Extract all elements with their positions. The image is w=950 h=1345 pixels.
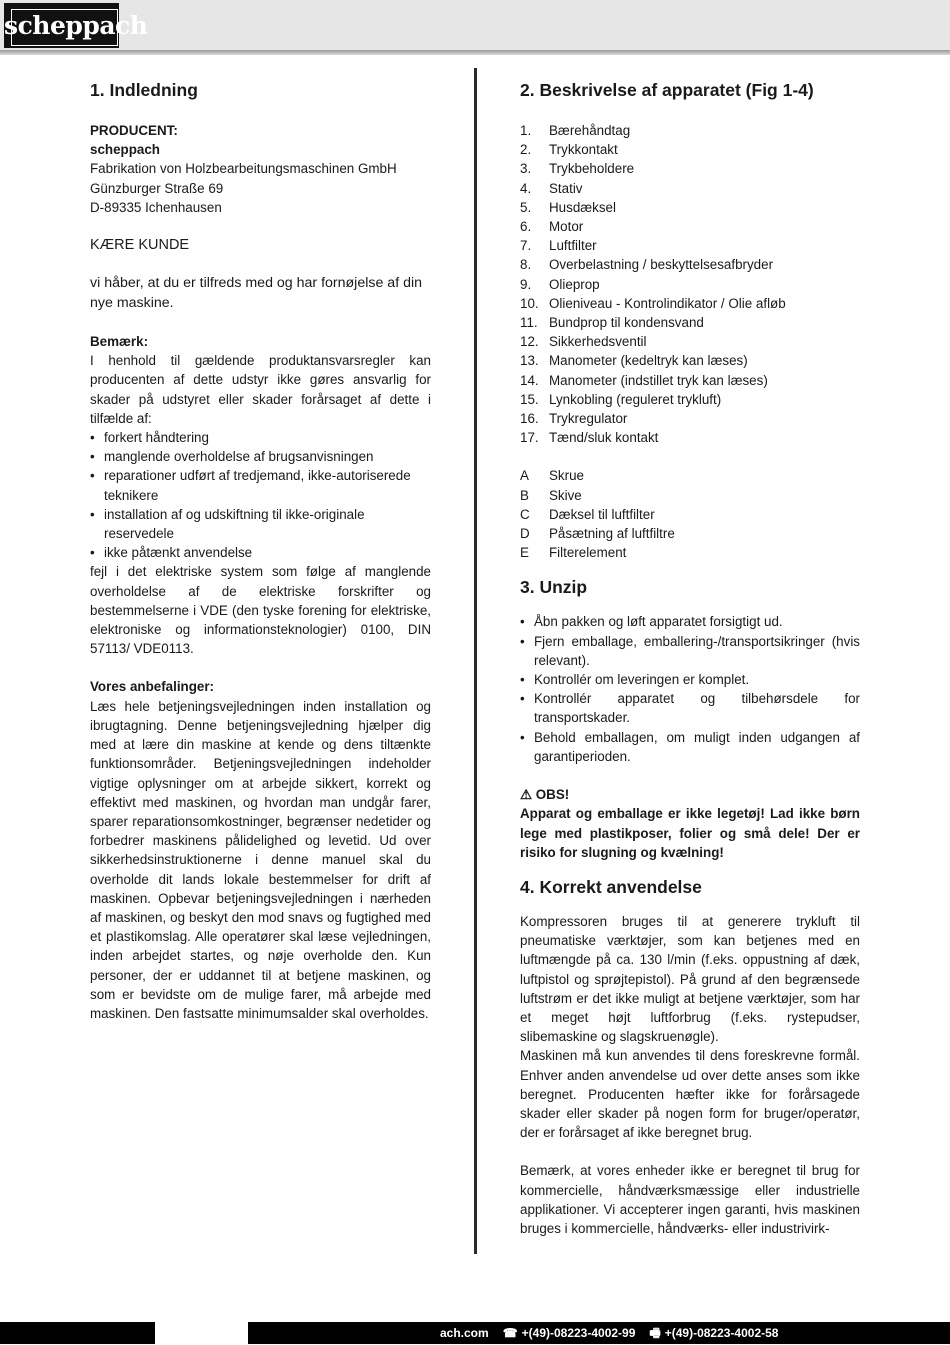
list-item <box>520 179 860 198</box>
column-divider <box>474 68 477 1254</box>
list-item <box>520 466 860 485</box>
part-label: Trykregulator <box>549 411 628 427</box>
logo-frame <box>11 9 118 46</box>
parts-list <box>520 121 860 447</box>
producer-address-line: D-89335 Ichenhausen <box>90 199 222 215</box>
list-item <box>520 351 860 370</box>
greeting-text: vi håber, at du er tilfreds med og har fornøjelse af din nye maskine. <box>90 275 423 311</box>
list-item: • installation af og udskiftning til ikke-originale reservedele <box>90 505 431 543</box>
part-number: 1. <box>520 123 532 138</box>
list-item <box>520 428 860 447</box>
list-item <box>520 159 860 178</box>
section2-title: 2. Beskrivelse af apparatet (Fig 1-4) <box>520 80 814 100</box>
list-item: • Kontrollér om leveringen er komplet. <box>520 670 860 689</box>
part-number: 9. <box>520 276 532 292</box>
part-number: 15. <box>520 391 539 407</box>
scheppach-logo <box>4 3 148 48</box>
list-item <box>520 217 860 236</box>
part-label: Trykkontakt <box>549 142 618 158</box>
letter-label: Påsætning af luftfiltre <box>549 526 675 542</box>
part-label: Overbelastning / beskyttelsesafbryder <box>549 257 774 273</box>
list-item: • Fjern emballage, emballering-/transportsikringer (hvis relevant). <box>520 632 860 670</box>
fax-icon: 🖷 <box>649 1326 661 1340</box>
part-number: 12. <box>520 334 539 350</box>
use-paragraph: Kompressoren bruges til at generere trykluft til pneumatiske værktøjer, som kan betjenes med en luftmængde på ca. 130 l/min (f.eks. oppustning af dæk, luftpistol og sprøjtepistol). På grund af den begrænsede luftstrøm er det ikke muligt at betjene værktøjer, som har et meget højt luftforbrug (f.eks. rystepudser, slibemaskine og slagskruenøgle). <box>520 913 860 1045</box>
use-paragraph: Maskinen må kun anvendes til dens foreskrevne formål. Enhver anden anvendelse ud over dette anses som ikke beregnet. Producenten hæfter ikke for forårsagede skader eller skader på nogen form for bruger/operatør, der er forårsaget af ikke beregnet brug. <box>520 1048 860 1141</box>
part-label: Sikkerhedsventil <box>549 334 647 350</box>
list-item <box>520 409 860 428</box>
list-item: • Behold emballagen, om muligt inden udgangen af garantiperioden. <box>520 728 860 766</box>
list-item <box>520 524 860 543</box>
list-item <box>520 543 860 562</box>
list-item <box>520 505 860 524</box>
list-item <box>520 332 860 351</box>
letter-key: D <box>520 526 530 542</box>
part-label: Bundprop til kondensvand <box>549 315 704 331</box>
recommend-text: Læs hele betjeningsvejledningen inden installation og ibrugtagning. Denne betjeningsvejledning hjælper dig med at lære din maskine at kende og dens tiltænkte funktionsområder. Betjeningsvejledningen indeholder vigtige oplysninger om at arbejde sikkert, korrekt og effektivt med maskinen, og hvordan man undgår farer, sparer reparationsomkostninger, begrænser nedetider og forbedrer maskinens pålidelighed og levetid. Ud over sikkerhedsinstruktionerne i denne manuel skal du overholde dit lands lokale bestemmelser for drift af maskinen. Opbevar betjeningsvejledningen i nærheden af maskinen, og beskyt den mod snavs og fugtighed med et plastikomslag. Alle operatører skal læse vejledningen, inden arbejdet startes, og nøje overholde den. Kun personer, der er uddannet til at betjene maskinen, og som er bevidste om de mulige farer, må arbejde med maskinen. Den fastsatte minimumsalder skal overholdes. <box>90 698 431 1021</box>
letter-label: Dæksel til luftfilter <box>549 506 655 522</box>
part-label: Manometer (kedeltryk kan læses) <box>549 353 748 369</box>
part-number: 11. <box>520 315 538 331</box>
list-item: • reparationer udført af tredjemand, ikke-autoriserede teknikere <box>90 466 431 504</box>
producer-label: PRODUCENT: <box>90 123 178 138</box>
letters-list <box>520 466 860 562</box>
obs-text: Apparat og emballage er ikke legetøj! Lad ikke børn lege med plastikposer, folier og små dele! Der er risiko for slugning og kvælning! <box>520 806 860 860</box>
producer-address-line: Günzburger Straße 69 <box>90 180 224 196</box>
footer-fax: +(49)-08223-4002-58 <box>664 1326 779 1340</box>
footer-web[interactable]: ach.com <box>440 1326 489 1340</box>
part-number: 2. <box>520 142 532 158</box>
list-item <box>520 294 860 313</box>
part-number: 14. <box>520 372 539 388</box>
part-label: Lynkobling (reguleret trykluft) <box>549 391 722 407</box>
part-number: 7. <box>520 238 532 254</box>
producer-address-line: Fabrikation von Holzbearbeitungsmaschinen GmbH <box>90 161 397 177</box>
phone-icon: ☎ <box>502 1326 518 1340</box>
note-label: Bemærk: <box>90 334 149 350</box>
use-paragraph: Bemærk, at vores enheder ikke er beregnet til brug for kommercielle, håndværksmæssige eller industrielle applikationer. Vi accepterer ingen garanti, hvis maskinen bruges i kommercielle, håndværks- eller industrivirk- <box>520 1163 860 1236</box>
header-shadow <box>0 50 950 55</box>
part-label: Luftfilter <box>549 238 597 254</box>
section1-title: 1. Indledning <box>90 80 198 100</box>
note-list <box>90 428 431 562</box>
part-label: Stativ <box>549 180 583 196</box>
dear-customer-heading: KÆRE KUNDE <box>90 237 190 254</box>
footer-contact <box>440 1322 792 1344</box>
recommend-label: Vores anbefalinger: <box>90 679 215 695</box>
warning-icon: ⚠ <box>520 787 533 803</box>
letter-key: C <box>520 506 530 522</box>
part-label: Olieniveau - Kontrolindikator / Olie afløb <box>549 295 786 311</box>
part-label: Olieprop <box>549 276 600 292</box>
part-number: 5. <box>520 199 532 215</box>
part-label: Motor <box>549 219 584 235</box>
letter-label: Filterelement <box>549 545 627 561</box>
list-item: • forkert håndtering <box>90 428 431 447</box>
list-item <box>520 121 860 140</box>
obs-heading <box>520 785 860 804</box>
part-label: Trykbeholdere <box>549 161 635 177</box>
list-item <box>520 198 860 217</box>
letter-key: B <box>520 487 529 503</box>
part-number: 4. <box>520 180 532 196</box>
note-outro: fejl i det elektriske system som følge af manglende overholdelse af de elektriske forskrifter og bestemmelserne i VDE (den tyske forening for elektriske, elektroniske og informationsteknologier) 0100, DIN 57113/ VDE0113. <box>90 564 431 657</box>
section4-title: 4. Korrekt anvendelse <box>520 876 702 897</box>
list-item: • ikke påtænkt anvendelse <box>90 543 431 562</box>
producer-name: scheppach <box>90 142 160 158</box>
part-label: Husdæksel <box>549 199 616 215</box>
list-item <box>520 275 860 294</box>
letter-label: Skive <box>549 487 582 503</box>
footer-gap <box>155 1322 248 1344</box>
list-item: • Åbn pakken og løft apparatet forsigtigt ud. <box>520 612 860 631</box>
list-item: • manglende overholdelse af brugsanvisningen <box>90 447 431 466</box>
part-number: 10. <box>520 295 539 311</box>
part-number: 3. <box>520 161 532 177</box>
logo-text: scheppach <box>4 11 148 40</box>
unzip-list <box>520 612 860 766</box>
footer-phone: +(49)-08223-4002-99 <box>521 1326 636 1340</box>
part-label: Manometer (indstillet tryk kan læses) <box>549 372 768 388</box>
list-item <box>520 236 860 255</box>
part-number: 8. <box>520 257 532 273</box>
list-item: • Kontrollér apparatet og tilbehørsdele for transportskader. <box>520 689 860 727</box>
list-item <box>520 255 860 274</box>
part-label: Bærehåndtag <box>549 123 631 138</box>
list-item <box>520 486 860 505</box>
list-item <box>520 371 860 390</box>
letter-key: A <box>520 468 529 484</box>
letter-key: E <box>520 545 529 561</box>
part-label: Tænd/sluk kontakt <box>549 430 659 446</box>
part-number: 6. <box>520 219 532 235</box>
note-intro: I henhold til gældende produktansvarsregler kan producenten af dette udstyr ikke gøres ansvarlig for skader på udstyret eller skader forårsaget af dette i tilfælde af: <box>90 353 431 426</box>
letter-label: Skrue <box>549 468 584 484</box>
part-number: 17. <box>520 430 539 446</box>
list-item <box>520 313 860 332</box>
list-item <box>520 390 860 409</box>
part-number: 16. <box>520 411 539 427</box>
section3-title: 3. Unzip <box>520 577 588 598</box>
obs-label: OBS! <box>535 787 570 803</box>
part-number: 13. <box>520 353 539 369</box>
left-column <box>90 78 431 1023</box>
right-column <box>520 78 860 1238</box>
list-item <box>520 140 860 159</box>
